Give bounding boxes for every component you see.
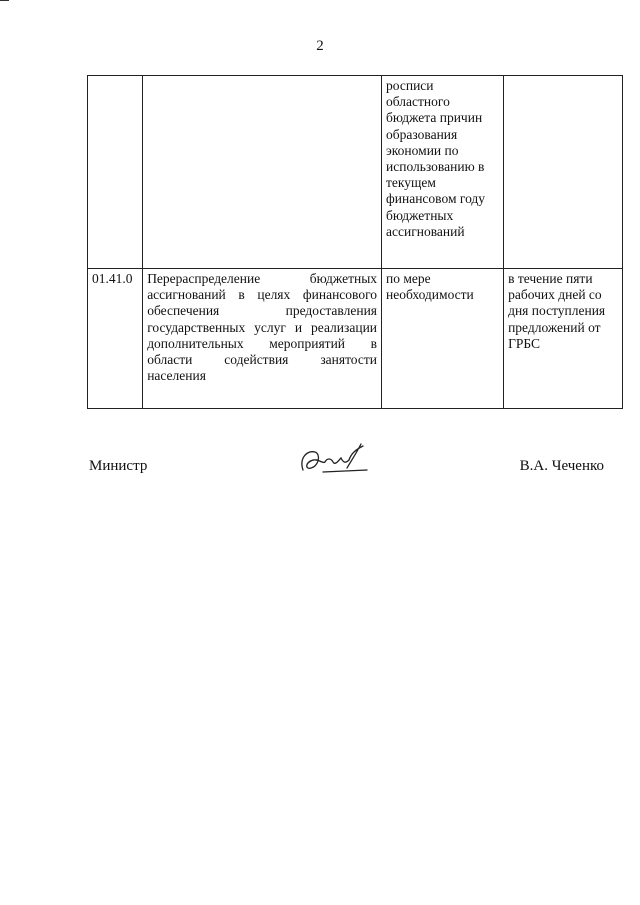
schedule-table <box>87 75 623 409</box>
page-number: 2 <box>316 38 324 54</box>
table-row <box>88 269 623 409</box>
cell-deadline: по мере необходимости <box>382 269 504 409</box>
cell-description <box>143 76 382 269</box>
cell-code: 01.41.0 <box>88 269 143 409</box>
corner-mark <box>0 0 9 1</box>
cell-term <box>504 76 623 269</box>
handwritten-signature <box>293 440 373 482</box>
cell-description: Перераспределение бюджетных ассигнований в целях финансового обеспечения предоставления государственных услуг и реализации дополнительных мероприятий в области содействия занятости населения <box>143 269 382 409</box>
signatory-position: Министр <box>89 458 148 474</box>
signatory-name: В.А. Чеченко <box>519 458 604 474</box>
cell-code <box>88 76 143 269</box>
cell-deadline: росписи областного бюджета причин образования экономии по использованию в текущем финансовом году бюджетных ассигнований <box>382 76 504 269</box>
cell-term: в течение пяти рабочих дней со дня поступления предложений от ГРБС <box>504 269 623 409</box>
table-row <box>88 76 623 269</box>
